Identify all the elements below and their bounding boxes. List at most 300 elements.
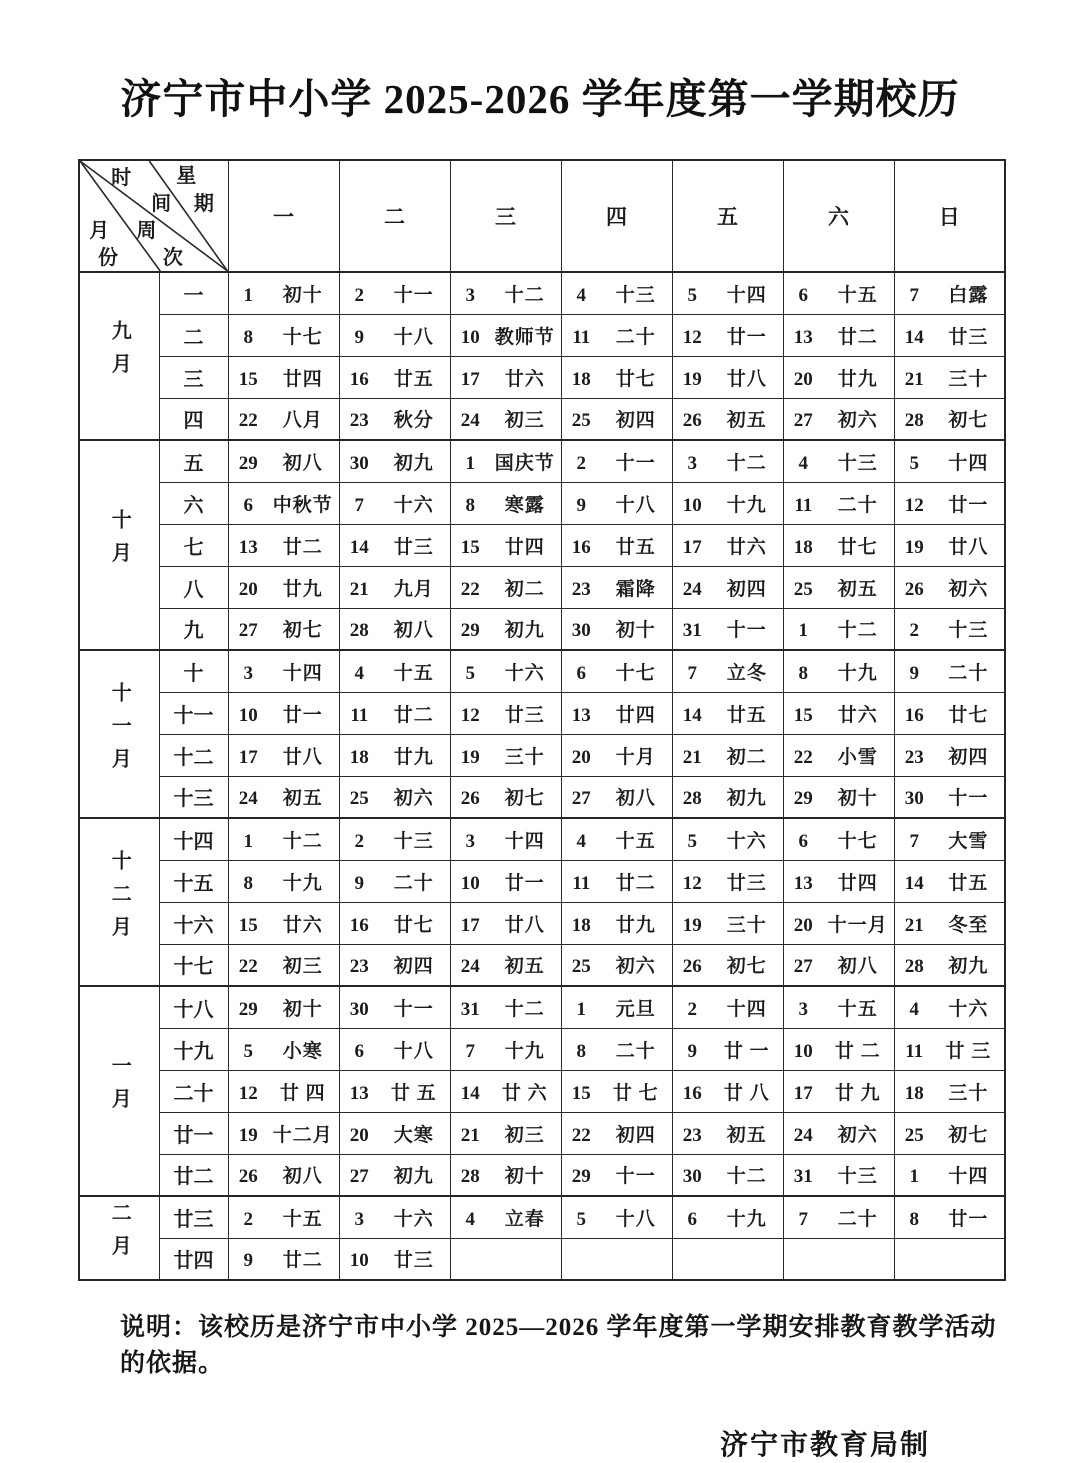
lunar-label: 初七 — [726, 956, 767, 978]
week-number: 廿二 — [159, 1154, 228, 1196]
day-cell — [450, 734, 561, 776]
lunar-label: 廿七 — [393, 914, 434, 936]
date-number: 3 — [354, 1208, 365, 1230]
day-cell — [894, 1154, 1005, 1196]
week-number: 十四 — [159, 818, 228, 860]
week-row — [79, 692, 1005, 734]
week-number: 四 — [159, 398, 228, 440]
date-number: 23 — [349, 956, 369, 978]
date-number: 17 — [793, 1082, 813, 1104]
lunar-label: 廿五 — [615, 536, 656, 558]
day-cell — [783, 1070, 894, 1112]
date-number: 22 — [793, 746, 813, 768]
lunar-label: 廿 六 — [501, 1082, 548, 1104]
day-cell — [894, 734, 1005, 776]
weekday-header-thu: 四 — [561, 160, 672, 272]
date-number: 18 — [349, 746, 369, 768]
lunar-label: 十六 — [393, 1208, 434, 1230]
week-number: 廿一 — [159, 1112, 228, 1154]
lunar-label: 初三 — [504, 410, 545, 432]
lunar-label: 十一 — [615, 452, 656, 474]
day-cell — [228, 314, 339, 356]
day-cell — [561, 272, 672, 314]
date-number: 10 — [349, 1250, 369, 1272]
week-number: 十九 — [159, 1028, 228, 1070]
date-number: 11 — [572, 326, 591, 348]
date-number: 3 — [798, 998, 809, 1020]
day-cell — [672, 356, 783, 398]
month-label-text: 十一月 — [108, 681, 131, 781]
lunar-label: 初五 — [726, 410, 767, 432]
day-cell — [450, 272, 561, 314]
lunar-label: 十二 — [282, 830, 323, 852]
date-number: 23 — [682, 1124, 702, 1146]
lunar-label: 初八 — [282, 1166, 323, 1188]
corner-label-time-char2: 间 — [151, 192, 172, 215]
lunar-label: 十六 — [948, 998, 989, 1020]
date-number: 29 — [238, 998, 258, 1020]
month-label — [79, 818, 159, 986]
week-row — [79, 356, 1005, 398]
lunar-label: 初九 — [726, 788, 767, 810]
day-cell — [783, 524, 894, 566]
date-number: 9 — [354, 326, 365, 348]
lunar-label: 十一 — [393, 284, 434, 306]
day-cell — [561, 986, 672, 1028]
week-number: 十三 — [159, 776, 228, 818]
date-number: 20 — [238, 578, 258, 600]
lunar-label: 元旦 — [615, 998, 656, 1020]
day-cell — [783, 440, 894, 482]
lunar-label: 廿三 — [393, 1250, 434, 1272]
day-cell — [339, 608, 450, 650]
date-number: 20 — [571, 746, 591, 768]
week-number: 十五 — [159, 860, 228, 902]
lunar-label: 大寒 — [393, 1124, 434, 1146]
corner-label-weekday-char2: 期 — [193, 192, 214, 215]
date-number: 12 — [460, 704, 480, 726]
day-cell — [450, 524, 561, 566]
date-number: 28 — [682, 788, 702, 810]
lunar-label: 霜降 — [615, 578, 656, 600]
day-cell — [672, 1196, 783, 1238]
lunar-label: 十七 — [837, 830, 878, 852]
week-number: 十八 — [159, 986, 228, 1028]
date-number: 27 — [349, 1166, 369, 1188]
date-number: 13 — [793, 326, 813, 348]
lunar-label: 廿八 — [726, 368, 767, 390]
date-number: 8 — [243, 872, 254, 894]
date-number: 25 — [571, 956, 591, 978]
lunar-label: 十一月 — [827, 914, 888, 936]
day-cell — [339, 356, 450, 398]
day-cell — [894, 1070, 1005, 1112]
day-cell — [450, 1154, 561, 1196]
lunar-label: 初五 — [282, 788, 323, 810]
date-number: 30 — [349, 998, 369, 1020]
day-cell — [561, 818, 672, 860]
day-cell — [561, 1154, 672, 1196]
day-cell — [672, 566, 783, 608]
day-cell — [561, 902, 672, 944]
day-cell — [339, 398, 450, 440]
day-cell — [561, 1112, 672, 1154]
day-cell — [783, 860, 894, 902]
lunar-label: 廿一 — [948, 494, 989, 516]
note-text: 说明：该校历是济宁市中小学 2025—2026 学年度第一学期安排教育教学活动的依据。 — [120, 1314, 997, 1377]
week-number: 十七 — [159, 944, 228, 986]
lunar-label: 中秋节 — [272, 494, 333, 516]
date-number: 14 — [349, 536, 369, 558]
day-cell — [561, 608, 672, 650]
lunar-label: 初九 — [393, 1166, 434, 1188]
lunar-label: 廿二 — [615, 872, 656, 894]
month-label-text: 十二月 — [108, 849, 131, 949]
lunar-label: 十四 — [948, 452, 989, 474]
lunar-label: 初六 — [948, 578, 989, 600]
corner-label-month-char2: 份 — [98, 246, 119, 269]
date-number: 2 — [576, 452, 587, 474]
date-number: 16 — [904, 704, 924, 726]
day-cell — [228, 566, 339, 608]
date-number: 15 — [460, 536, 480, 558]
week-number: 二 — [159, 314, 228, 356]
date-number: 18 — [793, 536, 813, 558]
lunar-label: 廿一 — [726, 326, 767, 348]
lunar-label: 十九 — [837, 662, 878, 684]
lunar-label: 初三 — [504, 1124, 545, 1146]
lunar-label: 初九 — [504, 620, 545, 642]
day-cell — [339, 272, 450, 314]
day-cell — [672, 1070, 783, 1112]
day-cell — [672, 482, 783, 524]
day-cell — [450, 692, 561, 734]
day-cell — [894, 776, 1005, 818]
date-number: 29 — [238, 452, 258, 474]
day-cell — [894, 356, 1005, 398]
lunar-label: 十六 — [504, 662, 545, 684]
lunar-label: 小寒 — [282, 1040, 323, 1062]
date-number: 23 — [349, 410, 369, 432]
day-cell — [450, 314, 561, 356]
corner-label-month-char1: 月 — [89, 220, 110, 243]
date-number: 19 — [238, 1124, 258, 1146]
date-number: 7 — [465, 1040, 476, 1062]
day-cell — [561, 1028, 672, 1070]
lunar-label: 廿三 — [726, 872, 767, 894]
lunar-label: 十二 — [726, 1166, 767, 1188]
date-number: 20 — [793, 914, 813, 936]
lunar-label: 廿六 — [837, 704, 878, 726]
lunar-label: 国庆节 — [494, 452, 555, 474]
lunar-label: 廿 八 — [723, 1082, 770, 1104]
lunar-label: 初八 — [282, 452, 323, 474]
date-number: 27 — [238, 620, 258, 642]
day-cell — [894, 398, 1005, 440]
lunar-label: 初六 — [837, 1124, 878, 1146]
lunar-label: 初二 — [726, 746, 767, 768]
date-number: 16 — [571, 536, 591, 558]
lunar-label: 廿八 — [282, 746, 323, 768]
date-number: 10 — [682, 494, 702, 516]
weekday-header-sat: 六 — [783, 160, 894, 272]
lunar-label: 十二 — [726, 452, 767, 474]
day-cell — [561, 398, 672, 440]
day-cell — [783, 944, 894, 986]
day-cell — [672, 1112, 783, 1154]
day-cell — [672, 272, 783, 314]
week-number: 十六 — [159, 902, 228, 944]
day-cell — [672, 524, 783, 566]
date-number: 12 — [904, 494, 924, 516]
day-cell — [450, 902, 561, 944]
corner-label-weekday-char1: 星 — [176, 165, 197, 188]
date-number: 23 — [904, 746, 924, 768]
lunar-label: 十二月 — [272, 1124, 333, 1146]
lunar-label: 廿五 — [393, 368, 434, 390]
lunar-label: 廿八 — [504, 914, 545, 936]
date-number: 5 — [687, 284, 698, 306]
week-row — [79, 1196, 1005, 1238]
day-cell — [228, 608, 339, 650]
lunar-label: 十二 — [504, 284, 545, 306]
date-number: 26 — [238, 1166, 258, 1188]
day-cell — [450, 944, 561, 986]
day-cell — [228, 776, 339, 818]
week-row — [79, 608, 1005, 650]
lunar-label: 十一 — [948, 788, 989, 810]
lunar-label: 初七 — [948, 1124, 989, 1146]
date-number: 8 — [243, 326, 254, 348]
day-cell — [339, 1196, 450, 1238]
date-number: 17 — [460, 368, 480, 390]
date-number: 13 — [238, 536, 258, 558]
date-number: 27 — [793, 410, 813, 432]
day-cell — [783, 314, 894, 356]
month-label-text: 十月 — [108, 509, 131, 575]
day-cell — [450, 1028, 561, 1070]
lunar-label: 廿三 — [393, 536, 434, 558]
lunar-label: 十一 — [393, 998, 434, 1020]
date-number: 20 — [349, 1124, 369, 1146]
week-number: 二十 — [159, 1070, 228, 1112]
week-number: 八 — [159, 566, 228, 608]
date-number: 1 — [243, 284, 254, 306]
day-cell — [339, 734, 450, 776]
day-cell — [783, 272, 894, 314]
day-cell — [672, 1238, 783, 1280]
lunar-label: 二十 — [837, 1208, 878, 1230]
day-cell — [561, 944, 672, 986]
lunar-label: 十一 — [726, 620, 767, 642]
date-number: 10 — [238, 704, 258, 726]
day-cell — [228, 1154, 339, 1196]
date-number: 7 — [354, 494, 365, 516]
lunar-label: 三十 — [948, 1082, 989, 1104]
week-row — [79, 566, 1005, 608]
date-number: 16 — [349, 914, 369, 936]
weekday-header-sun: 日 — [894, 160, 1005, 272]
day-cell — [894, 692, 1005, 734]
day-cell — [672, 776, 783, 818]
week-row — [79, 944, 1005, 986]
day-cell — [450, 776, 561, 818]
date-number: 9 — [909, 662, 919, 684]
day-cell — [894, 272, 1005, 314]
date-number: 14 — [904, 872, 924, 894]
header-row — [79, 160, 1005, 272]
day-cell — [228, 1112, 339, 1154]
day-cell — [894, 1112, 1005, 1154]
date-number: 14 — [682, 704, 702, 726]
day-cell — [783, 398, 894, 440]
day-cell — [894, 902, 1005, 944]
date-number: 17 — [238, 746, 258, 768]
date-number: 24 — [460, 956, 480, 978]
day-cell — [783, 1196, 894, 1238]
lunar-label: 初九 — [393, 452, 434, 474]
day-cell — [672, 818, 783, 860]
week-row — [79, 398, 1005, 440]
day-cell — [339, 860, 450, 902]
date-number: 5 — [243, 1040, 254, 1062]
day-cell — [561, 692, 672, 734]
lunar-label: 廿九 — [393, 746, 434, 768]
day-cell — [561, 650, 672, 692]
date-number: 4 — [576, 284, 587, 306]
day-cell — [672, 860, 783, 902]
date-number: 24 — [682, 578, 702, 600]
lunar-label: 廿一 — [948, 1208, 989, 1230]
lunar-label: 十二 — [504, 998, 545, 1020]
day-cell — [450, 566, 561, 608]
date-number: 18 — [571, 914, 591, 936]
date-number: 27 — [571, 788, 591, 810]
day-cell — [450, 398, 561, 440]
week-row — [79, 734, 1005, 776]
date-number: 16 — [682, 1082, 702, 1104]
date-number: 3 — [465, 284, 476, 306]
date-number: 13 — [349, 1082, 369, 1104]
day-cell — [339, 902, 450, 944]
day-cell — [894, 524, 1005, 566]
day-cell — [783, 902, 894, 944]
lunar-label: 二十 — [615, 326, 656, 348]
week-number: 五 — [159, 440, 228, 482]
day-cell — [672, 314, 783, 356]
lunar-label: 初八 — [837, 956, 878, 978]
date-number: 28 — [904, 410, 924, 432]
day-cell — [339, 1070, 450, 1112]
week-number: 十 — [159, 650, 228, 692]
lunar-label: 十一 — [615, 1166, 656, 1188]
date-number: 17 — [460, 914, 480, 936]
lunar-label: 廿 四 — [279, 1082, 326, 1104]
date-number: 19 — [682, 368, 702, 390]
lunar-label: 廿四 — [282, 368, 323, 390]
date-number: 2 — [354, 830, 365, 852]
lunar-label: 三十 — [504, 746, 545, 768]
date-number: 21 — [682, 746, 702, 768]
day-cell — [228, 440, 339, 482]
date-number: 9 — [243, 1250, 254, 1272]
lunar-label: 十五 — [393, 662, 434, 684]
day-cell — [228, 1070, 339, 1112]
weekday-header-fri: 五 — [672, 160, 783, 272]
day-cell — [228, 902, 339, 944]
date-number: 12 — [682, 872, 702, 894]
day-cell — [450, 608, 561, 650]
day-cell — [450, 650, 561, 692]
date-number: 3 — [465, 830, 476, 852]
weekday-header-mon: 一 — [228, 160, 339, 272]
month-label-text: 一月 — [108, 1055, 131, 1121]
month-label — [79, 440, 159, 650]
day-cell — [783, 734, 894, 776]
date-number: 30 — [349, 452, 369, 474]
lunar-label: 十九 — [282, 872, 323, 894]
date-number: 25 — [904, 1124, 924, 1146]
date-number: 18 — [571, 368, 591, 390]
lunar-label: 初三 — [282, 956, 323, 978]
lunar-label: 三十 — [726, 914, 767, 936]
date-number: 28 — [460, 1166, 480, 1188]
month-label-text: 二月 — [108, 1202, 131, 1268]
lunar-label: 廿四 — [615, 704, 656, 726]
day-cell — [894, 650, 1005, 692]
page-title: 济宁市中小学 2025-2026 学年度第一学期校历 — [120, 76, 960, 122]
date-number: 21 — [904, 368, 924, 390]
week-row — [79, 440, 1005, 482]
lunar-label: 初五 — [726, 1124, 767, 1146]
date-number: 15 — [571, 1082, 591, 1104]
lunar-label: 十三 — [615, 284, 656, 306]
day-cell — [339, 1238, 450, 1280]
date-number: 2 — [909, 620, 919, 642]
date-number: 11 — [350, 704, 369, 726]
lunar-label: 初七 — [948, 410, 989, 432]
week-row — [79, 1238, 1005, 1280]
week-row — [79, 314, 1005, 356]
date-number: 28 — [904, 956, 924, 978]
week-number: 三 — [159, 356, 228, 398]
month-label — [79, 272, 159, 440]
lunar-label: 十六 — [726, 830, 767, 852]
lunar-label: 十三 — [948, 620, 989, 642]
lunar-label: 廿一 — [282, 704, 323, 726]
day-cell — [783, 692, 894, 734]
lunar-label: 廿三 — [504, 704, 545, 726]
date-number: 3 — [687, 452, 698, 474]
lunar-label: 十八 — [393, 326, 434, 348]
date-number: 29 — [460, 620, 480, 642]
date-number: 16 — [349, 368, 369, 390]
lunar-label: 九月 — [393, 578, 434, 600]
day-cell — [450, 1112, 561, 1154]
day-cell — [339, 650, 450, 692]
day-cell — [783, 1028, 894, 1070]
issuer-text: 济宁市教育局制 — [719, 1429, 930, 1460]
lunar-label: 廿九 — [282, 578, 323, 600]
week-number: 廿三 — [159, 1196, 228, 1238]
date-number: 29 — [571, 1166, 591, 1188]
day-cell — [450, 986, 561, 1028]
date-number: 25 — [571, 410, 591, 432]
lunar-label: 十七 — [615, 662, 656, 684]
lunar-label: 廿八 — [948, 536, 989, 558]
day-cell — [561, 524, 672, 566]
date-number: 26 — [460, 788, 480, 810]
